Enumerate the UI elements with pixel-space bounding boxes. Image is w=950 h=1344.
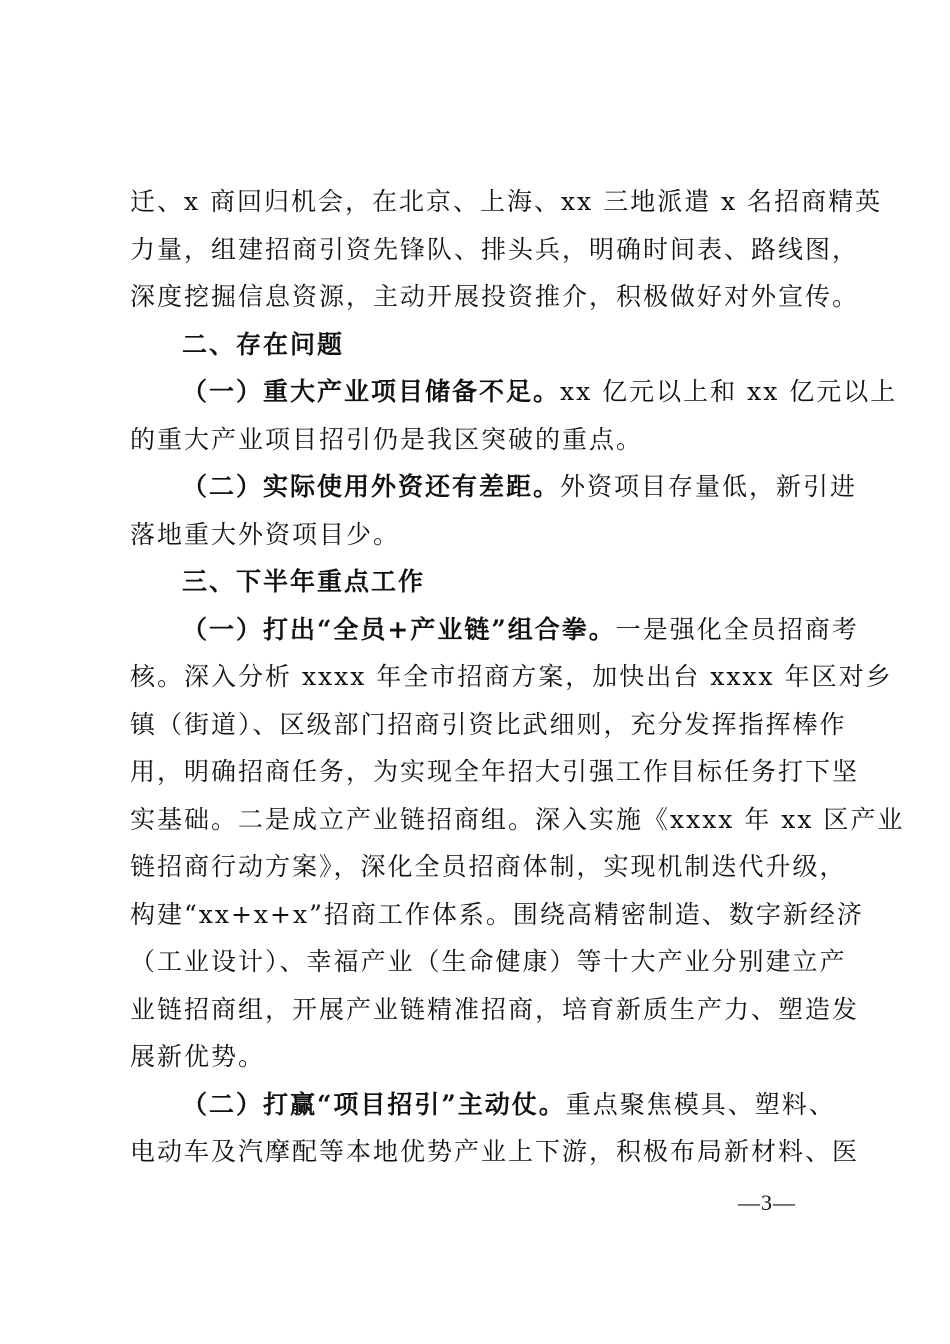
- paragraph-4-line-8: （工业设计）、幸福产业（生命健康）等十大产业分别建立产: [130, 947, 847, 976]
- paragraph-5-line-1: [130, 1081, 836, 1129]
- paragraph-4-line-4: 用，明确招商任务，为实现全年招大引强工作目标任务打下坚: [130, 757, 860, 786]
- paragraph-5-lead: （二）打赢“项目招引”主动仗。: [182, 1089, 566, 1119]
- paragraph-3-line-1-text: 外资项目存量低，新引进: [560, 472, 858, 501]
- section-heading-problems: 二、存在问题: [182, 329, 345, 359]
- section-heading-key-work: 三、下半年重点工作: [182, 567, 426, 596]
- paragraph-2-lead: （一）重大产业项目储备不足。: [182, 377, 561, 406]
- paragraph-4-line-2: 核。深入分析 xxxx 年全市招商方案，加快出台 xxxx 年区对乡: [130, 662, 893, 691]
- paragraph-1-line-1: 迁、x 商回归机会，在北京、上海、xx 三地派遣 x 名招商精英: [130, 187, 883, 216]
- paragraph-4-line-6: 链招商行动方案》，深化全员招商体制，实现机制迭代升级，: [130, 852, 847, 881]
- paragraph-4-line-7: 构建“xx+x+x”招商工作体系。围绕高精密制造、数字新经济: [130, 899, 864, 929]
- paragraph-4-line-1-text: 一是强化全员招商考: [615, 614, 859, 644]
- paragraph-3-lead: （二）实际使用外资还有差距。: [182, 472, 561, 501]
- paragraph-5-line-1-text: 重点聚焦模具、塑料、: [565, 1089, 836, 1119]
- paragraph-4-line-1: [130, 606, 859, 654]
- paragraph-2-line-1-text: xx 亿元以上和 xx 亿元以上: [560, 377, 898, 406]
- paragraph-4-line-3: 镇（街道）、区级部门招商引资比武细则，充分发挥指挥棒作: [130, 709, 847, 739]
- paragraph-4-line-9: 业链招商组，开展产业链精准招商，培育新质生产力、塑造发: [130, 994, 860, 1024]
- paragraph-1-line-3: 深度挖掘信息资源，主动开展投资推介，积极做好对外宣传。: [130, 282, 860, 311]
- paragraph-1-line-2: 力量，组建招商引资先锋队、排头兵，明确时间表、路线图，: [130, 234, 860, 264]
- paragraph-4-lead: （一）打出“全员+产业链”组合拳。: [182, 614, 616, 644]
- paragraph-5-line-2: 电动车及汽摩配等本地优势产业上下游，积极布局新材料、医: [130, 1137, 860, 1166]
- paragraph-4-line-5: 实基础。二是成立产业链招商组。深入实施《xxxx 年 xx 区产业: [130, 804, 905, 834]
- paragraph-3-line-2: 落地重大外资项目少。: [130, 519, 401, 549]
- paragraph-4-line-10: 展新优势。: [130, 1042, 266, 1071]
- document-body: [130, 178, 905, 1176]
- paragraph-2-line-2: 的重大产业项目招引仍是我区突破的重点。: [130, 424, 644, 454]
- page-number: —3—: [738, 1190, 796, 1215]
- paragraph-3-line-1: [130, 463, 858, 511]
- paragraph-2-line-1: [130, 368, 898, 416]
